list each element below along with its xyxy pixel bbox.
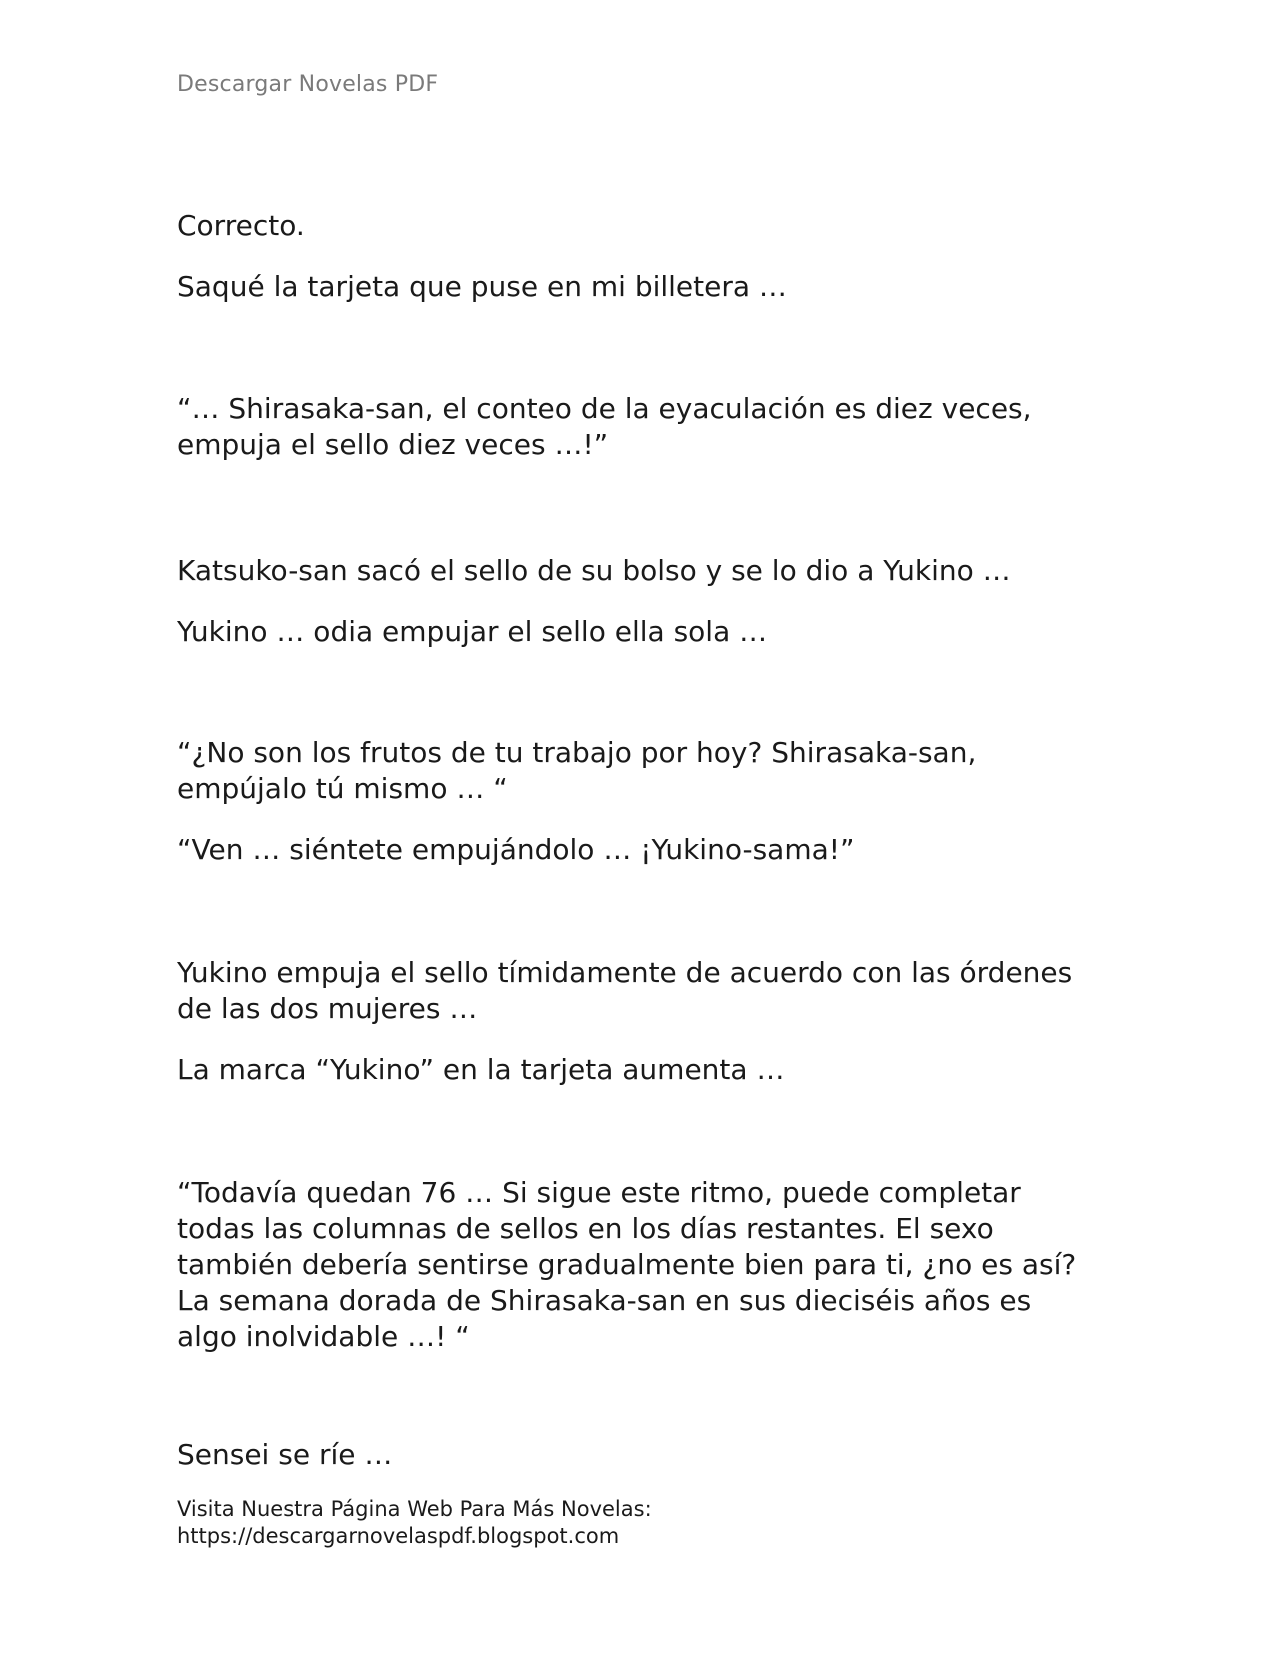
footer-link[interactable]: https://descargarnovelaspdf.blogspot.com: [177, 1524, 620, 1548]
footer-text: Visita Nuestra Página Web Para Más Novelas:: [177, 1497, 652, 1521]
paragraph: “Todavía quedan 76 … Si sigue este ritmo, puede completar todas las columnas de sellos en los días restantes. El sexo también debería sentirse gradualmente bien para ti, ¿no es así? La semana dorada de Shirasaka-san en sus dieciséis años es algo inolvidable …! “: [177, 1176, 1077, 1353]
paragraph: Sensei se ríe …: [177, 1438, 393, 1471]
paragraph: “Ven … siéntete empujándolo … ¡Yukino-sama!”: [177, 833, 855, 866]
paragraph: “¿No son los frutos de tu trabajo por hoy? Shirasaka-san, empújalo tú mismo … “: [177, 736, 977, 805]
paragraph: Katsuko-san sacó el sello de su bolso y se lo dio a Yukino …: [177, 554, 1011, 587]
footer: [177, 1496, 652, 1550]
paragraph: Saqué la tarjeta que puse en mi billetera …: [177, 270, 787, 303]
paragraph: Yukino empuja el sello tímidamente de acuerdo con las órdenes de las dos mujeres …: [177, 956, 1073, 1025]
paragraph: Yukino … odia empujar el sello ella sola …: [177, 615, 768, 648]
paragraph: Correcto.: [177, 209, 305, 242]
paragraph: “… Shirasaka-san, el conteo de la eyaculación es diez veces, empuja el sello diez veces …!”: [177, 392, 1032, 461]
paragraph: La marca “Yukino” en la tarjeta aumenta …: [177, 1053, 785, 1086]
page-header: Descargar Novelas PDF: [177, 72, 439, 97]
